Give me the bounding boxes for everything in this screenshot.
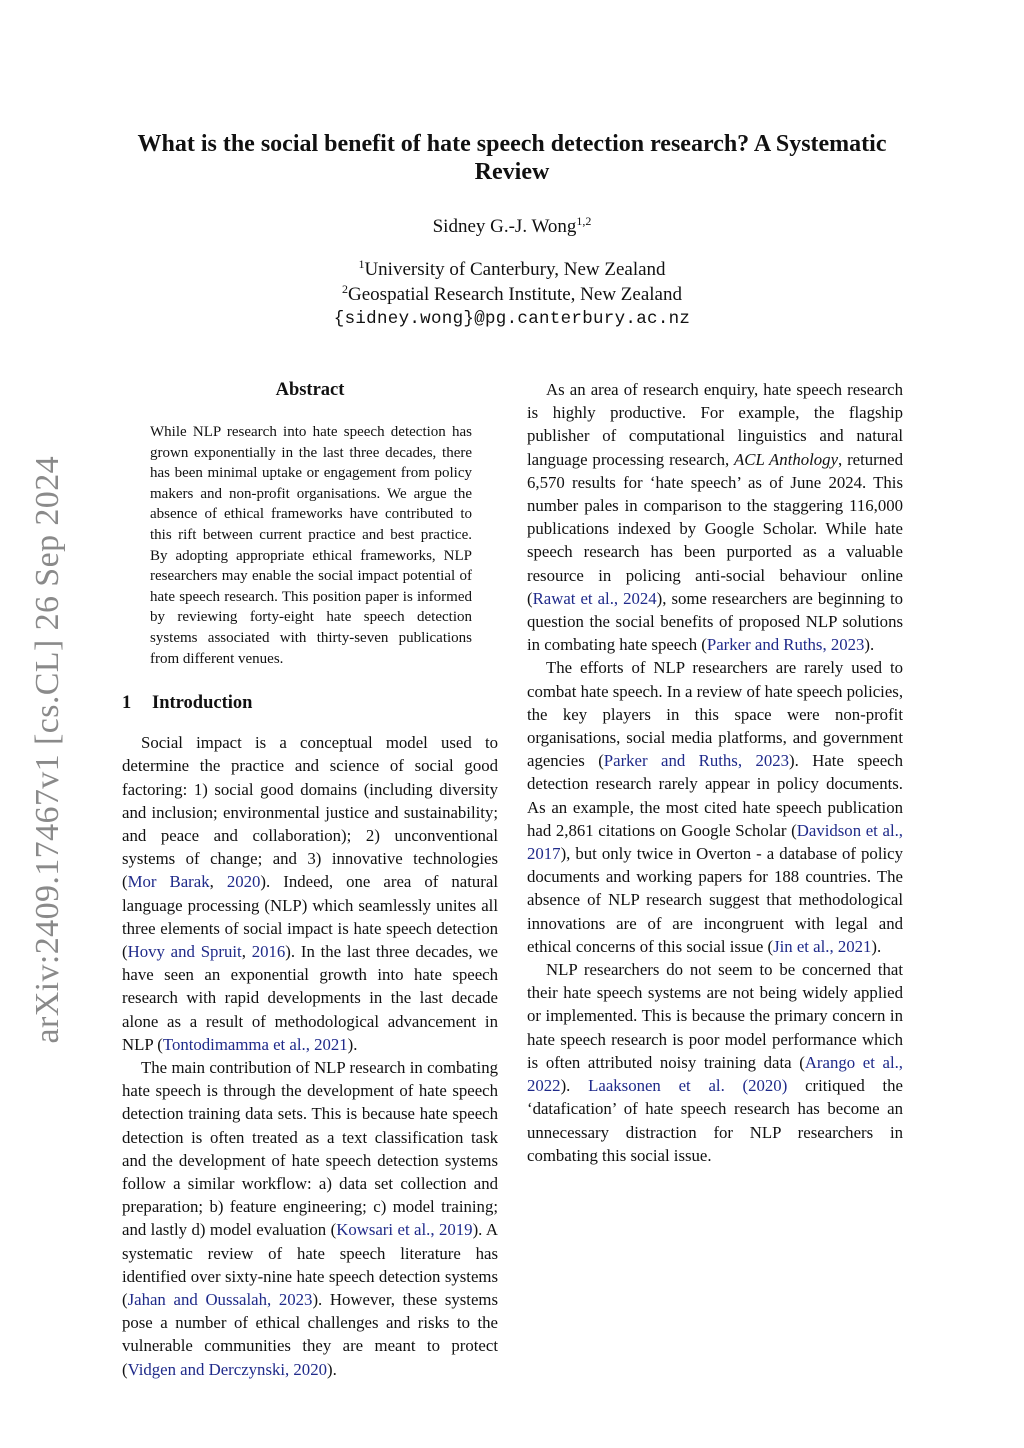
arxiv-id: arXiv:2409.17467v1 [cs.CL] 26 Sep 2024 [29, 456, 66, 1044]
citation-link[interactable]: Vidgen and Derczynski, 2020 [127, 1359, 327, 1379]
arxiv-stamp [22, 450, 74, 1050]
paragraph-5: NLP researchers do not seem to be concerned that their hate speech systems are not being widely applied or implemented. This is because the primary concern in hate speech research is poor model performance which is often attributed noisy training data (Arango et al., 2022). Laaksonen et al. (2020) critiqued the ‘datafication’ of hate speech research has become an unnecessary distraction for NLP researchers in combating this social issue. [527, 960, 903, 1165]
author-affil-marks: 1,2 [576, 214, 592, 228]
citation-link[interactable]: Davidson et al., 2017 [527, 820, 903, 864]
citation-link[interactable]: Rawat et al., 2024 [532, 588, 657, 608]
paragraph-1: Social impact is a conceptual model used to determine the practice and science of social good factoring: 1) social good domains (including diversity and inclusion; environmental justice and sustainability; and peace and collaboration); 2) unconventional systems of change; and 3) innovative technologies (Mor Barak, 2020). Indeed, one area of natural language processing (NLP) which seamlessly unites all three elements of social impact is hate speech detection (Hovy and Spruit, 2016). In the last three decades, we have seen an exponential growth into hate speech research with rapid developments in the last decade alone as a result of methodological advancement in NLP (Tontodimamma et al., 2021). [122, 733, 498, 1054]
right-column [527, 378, 903, 1167]
citation-link[interactable]: Arango et al., 2022 [527, 1052, 903, 1096]
citation-link[interactable]: Parker and Ruths, 2023 [706, 635, 865, 655]
section-title: Introduction [152, 693, 253, 714]
section-heading [122, 691, 498, 715]
section-number: 1 [122, 693, 132, 714]
paragraph-4: The efforts of NLP researchers are rarely used to combat hate speech. In a review of hate speech policies, the key players in this space were non-profit organisations, social media platforms, and government agencies (Parker and Ruths, 2023). Hate speech detection research rarely appear in policy documents. As an example, the most cited hate speech publication had 2,861 citations on Google Scholar (Davidson et al., 2017), but only twice in Overton - a database of policy documents and working papers for 188 countries. The absence of NLP research suggest that methodological innovations are of are incongruent with legal and ethical concerns of this social issue (Jin et al., 2021). [527, 658, 904, 956]
citation-link[interactable]: Parker and Ruths, 2023 [603, 751, 790, 771]
citation-link[interactable]: 2020 [226, 872, 261, 892]
citation-link[interactable]: Kowsari et al., 2019 [336, 1220, 473, 1240]
venue-name: ACL Anthology [734, 449, 839, 469]
citation-link[interactable]: Tontodimamma et al., 2021 [162, 1034, 348, 1054]
citation-link[interactable]: 2016 [251, 941, 286, 961]
author-email: {sidney.wong}@pg.canterbury.ac.nz [333, 309, 691, 329]
paragraph-2: The main contribution of NLP research in combating hate speech is through the development of hate speech detection training data sets. This is because hate speech detection is often treated as a text classification task and the development of hate speech detection systems follow a similar workflow: a) data set collection and preparation; b) feature engineering; c) model training; and lastly d) model evaluation (Kowsari et al., 2019). A systematic review of hate speech literature has identified over sixty-nine hate speech detection systems (Jahan and Oussalah, 2023). However, these systems pose a number of ethical challenges and risks to the vulnerable communities they are meant to protect (Vidgen and Derczynski, 2020). [122, 1057, 498, 1379]
citation-link[interactable]: Hovy and Spruit [127, 941, 242, 961]
paper-title: What is the social benefit of hate speech detection research? A Systematic Review [137, 131, 887, 185]
paragraph-3: As an area of research enquiry, hate speech research is highly productive. For example, the flagship publisher of computational linguistics and natural language processing research, ACL Anthology, returned 6,570 results for ‘hate speech’ as of June 2024. This number pales in comparison to the staggering 116,000 publications indexed by Google Scholar. While hate speech research has been purported as a valuable resource in policing anti-social behaviour online (Rawat et al., 2024), some researchers are beginning to question the social benefits of proposed NLP solutions in combating hate speech (Parker and Ruths, 2023). [527, 380, 903, 655]
abstract-text: While NLP research into hate speech detection has grown exponentially in the last three decades, there has been minimal uptake or engagement from policy makers and non-profit organisations. We argue the absence of ethical frameworks have contributed to this rift between current practice and best practice. By adopting appropriate ethical frameworks, NLP researchers may enable the social impact potential of hate speech research. This position paper is informed by reviewing forty-eight hate speech detection systems associated with thirty-seven publications from different venues. [150, 424, 472, 667]
author-name: Sidney G.-J. Wong [432, 216, 577, 237]
citation-link[interactable]: Mor Barak [127, 872, 210, 892]
author-line [110, 214, 914, 240]
abstract-heading: Abstract [275, 380, 345, 400]
citation-link[interactable]: Laaksonen et al. (2020) [588, 1076, 788, 1096]
affiliations [110, 258, 914, 332]
affiliation-2: $^2$Geospatial Research Institute, New Zealand [342, 281, 682, 305]
affiliation-1: $^1$University of Canterbury, New Zealand [358, 257, 666, 280]
citation-link[interactable]: Jahan and Oussalah, 2023 [127, 1290, 313, 1309]
citation-link[interactable]: Jin et al., 2021 [773, 936, 872, 956]
left-column [122, 378, 498, 1381]
